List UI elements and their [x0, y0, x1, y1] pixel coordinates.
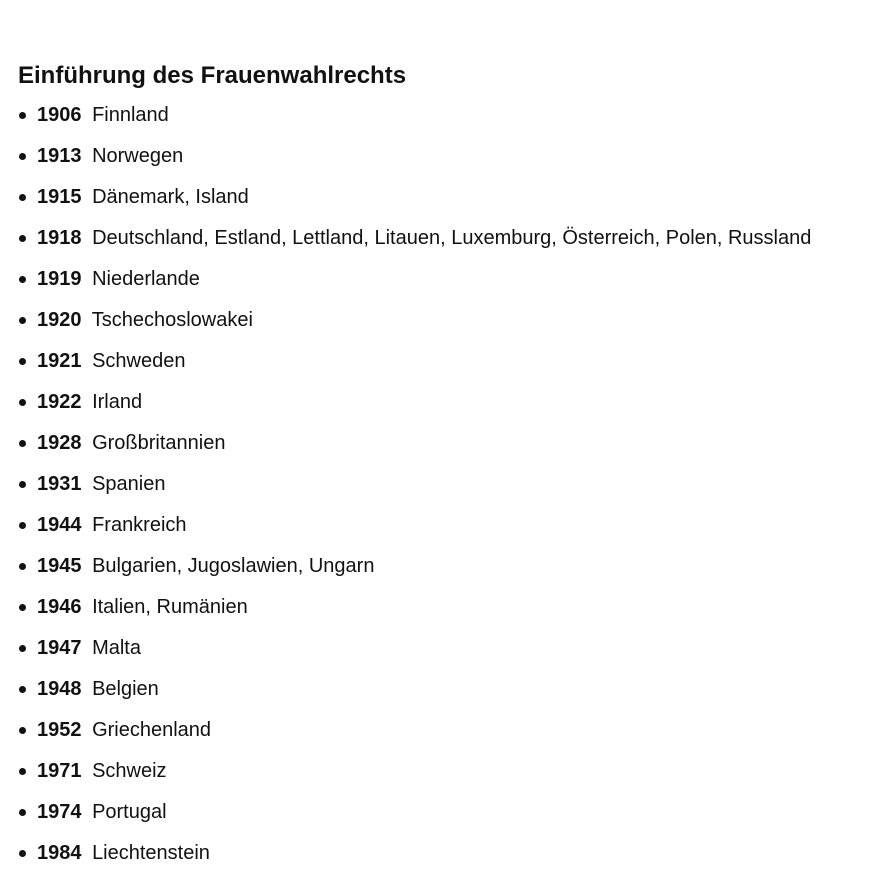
bullet-icon [19, 481, 26, 488]
year-label: 1945 [37, 555, 82, 577]
list-item [18, 144, 890, 185]
bullet-icon [19, 440, 26, 447]
countries-label: Norwegen [92, 145, 184, 167]
list-item [18, 390, 890, 431]
list-item [18, 226, 890, 267]
bullet-icon [19, 809, 26, 816]
list-item [18, 841, 890, 882]
list-item [18, 431, 890, 472]
countries-label: Malta [92, 637, 141, 659]
bullet-icon [19, 276, 26, 283]
year-label: 1919 [37, 268, 82, 290]
year-label: 1921 [37, 350, 82, 372]
list-item [18, 636, 890, 677]
bullet-icon [19, 686, 26, 693]
year-list [18, 103, 890, 882]
list-item [18, 595, 890, 636]
year-label: 1944 [37, 514, 82, 536]
countries-label: Griechenland [92, 719, 212, 741]
bullet-icon [19, 153, 26, 160]
countries-label: Dänemark, Island [92, 186, 249, 208]
bullet-icon [19, 235, 26, 242]
bullet-icon [19, 645, 26, 652]
list-item [18, 554, 890, 595]
countries-label: Schweden [92, 350, 186, 372]
year-label: 1920 [37, 309, 82, 331]
year-label: 1915 [37, 186, 82, 208]
list-item [18, 308, 890, 349]
list-item [18, 759, 890, 800]
bullet-icon [19, 727, 26, 734]
year-label: 1984 [37, 842, 82, 864]
bullet-icon [19, 563, 26, 570]
year-label: 1946 [37, 596, 82, 618]
bullet-icon [19, 358, 26, 365]
year-label: 1974 [37, 801, 82, 823]
bullet-icon [19, 768, 26, 775]
year-label: 1948 [37, 678, 82, 700]
bullet-icon [19, 194, 26, 201]
year-label: 1922 [37, 391, 82, 413]
list-item [18, 472, 890, 513]
countries-label: Frankreich [92, 514, 187, 536]
countries-label: Italien, Rumänien [92, 596, 248, 618]
list-item [18, 103, 890, 144]
year-label: 1947 [37, 637, 82, 659]
countries-label: Niederlande [92, 268, 200, 290]
countries-label: Belgien [92, 678, 159, 700]
countries-label: Irland [92, 391, 143, 413]
list-item [18, 513, 890, 554]
list-item [18, 677, 890, 718]
bullet-icon [19, 604, 26, 611]
list-item [18, 185, 890, 226]
page-title: Einführung des Frauenwahlrechts [18, 62, 407, 89]
year-label: 1906 [37, 104, 82, 126]
countries-label: Finnland [92, 104, 169, 126]
bullet-icon [19, 850, 26, 857]
list-item [18, 718, 890, 759]
countries-label: Bulgarien, Jugoslawien, Ungarn [92, 555, 375, 577]
year-label: 1971 [37, 760, 82, 782]
countries-label: Deutschland, Estland, Lettland, Litauen, Luxemburg, Österreich, Polen, Russland [92, 227, 812, 249]
countries-label: Schweiz [92, 760, 167, 782]
countries-label: Portugal [92, 801, 167, 823]
year-label: 1928 [37, 432, 82, 454]
year-label: 1952 [37, 719, 82, 741]
list-item [18, 267, 890, 308]
year-label: 1913 [37, 145, 82, 167]
list-item [18, 800, 890, 841]
countries-label: Spanien [92, 473, 166, 495]
year-label: 1918 [37, 227, 82, 249]
countries-label: Tschechoslowakei [91, 309, 253, 331]
bullet-icon [19, 399, 26, 406]
bullet-icon [19, 317, 26, 324]
year-label: 1931 [37, 473, 82, 495]
bullet-icon [19, 112, 26, 119]
bullet-icon [19, 522, 26, 529]
list-item [18, 349, 890, 390]
countries-label: Liechtenstein [92, 842, 210, 864]
countries-label: Großbritannien [92, 432, 226, 454]
